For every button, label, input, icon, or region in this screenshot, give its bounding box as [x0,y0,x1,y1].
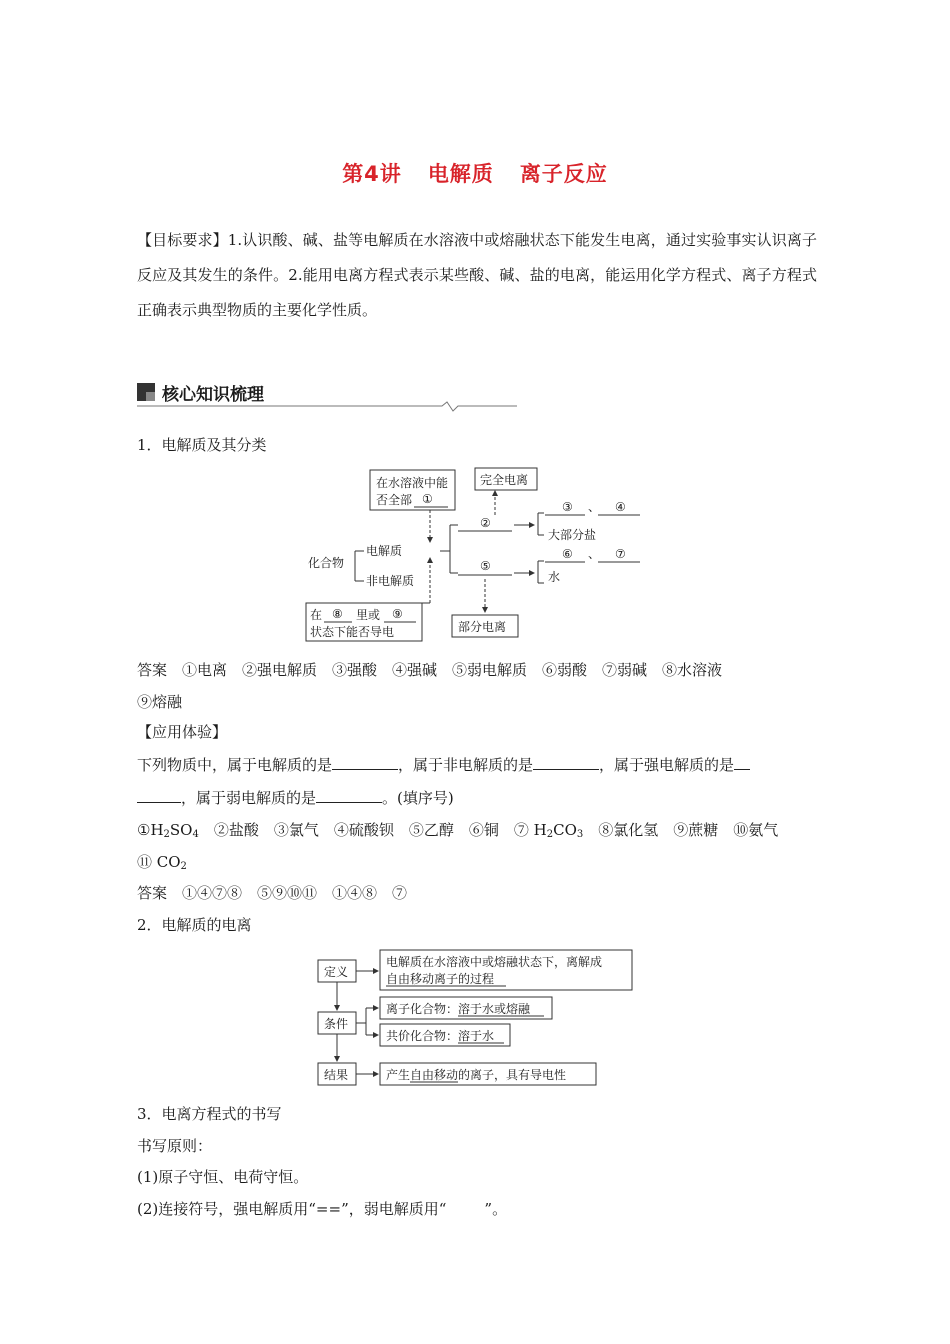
blank-9: ⑨ [392,607,403,621]
water-label: 水 [548,570,561,584]
partial-ionization-label: 部分电离 [458,620,507,634]
definition-text-line2: 自由移动离子的过程 [386,972,495,986]
strong-electrolyte-symbol: == [315,1200,342,1218]
svg-text:共价化合物：溶于水: 共价化合物：溶于水 [386,1029,495,1043]
blank-2: ② [480,516,491,530]
s3-principle: 书写原则： [137,1137,213,1155]
blank-5: ⑤ [480,559,491,573]
blank-3: ③ [562,500,573,514]
s1-heading: 1．电解质及其分类 [137,436,267,454]
s1-answer-line2: ⑨熔融 [137,693,183,711]
definition-label: 定义 [324,965,349,979]
s2-heading: 2．电解质的电离 [137,916,252,934]
svg-text:离子化合物：溶于水或熔融: 离子化合物：溶于水或熔融 [386,1002,531,1016]
nonelectrolyte-label: 非电解质 [366,574,415,588]
top-box-line1: 在水溶液中能 [376,476,449,490]
blank-6: ⑥ [562,547,573,561]
page-title: 第4讲 电解质 离子反应 [342,162,608,186]
practice-heading: 【应用体验】 [137,723,228,741]
practice-answer: 答案 ①④⑦⑧ ⑤⑨⑩⑪ ①④⑧ ⑦ [137,884,408,902]
ionization-diagram [312,945,642,1090]
objectives-text: 1.认识酸、碱、盐等电解质在水溶液中或熔融状态下能发生电离，通过实验事实认识离子反应及其发生的条件。2.能用电离方程式表示某些酸、碱、盐的电离，能运用化学方程式、离子方程式正确表示典型物质的主要化学性质。 [137,231,817,319]
s3-rule1: (1)原子守恒、电荷守恒。 [137,1168,309,1186]
svg-text:产生自由移动的离子，具有导电性: 产生自由移动的离子，具有导电性 [386,1068,567,1082]
electrolyte-label: 电解质 [366,544,403,558]
svg-text:、: 、 [588,547,601,561]
objectives-paragraph [137,223,817,328]
svg-text:状态下能否导电: 状态下能否导电 [310,625,395,639]
section-square-icon [137,383,155,401]
section-header: 核心知识梳理 [162,385,264,405]
big-salt-label: 大部分盐 [548,528,597,542]
section-divider [137,400,519,414]
objectives-label: 【目标要求】 [137,231,228,249]
definition-text-line1: 电解质在水溶液中或熔融状态下，离解成 [386,955,603,969]
blank-4: ④ [615,500,626,514]
practice-question-line2: ，属于弱电解质的是 。(填序号) [137,787,454,808]
s1-answer-line1: 答案 ①电离 ②强电解质 ③强酸 ④强碱 ⑤弱电解质 ⑥弱酸 ⑦弱碱 ⑧水溶液 [137,661,723,679]
s3-heading: 3．电离方程式的书写 [137,1105,282,1123]
practice-items-line1: $①H_2SO_4$ ②盐酸 ③氯气 ④硫酸钡 ⑤乙醇 ⑥铜 ⑦ $H_2CO_3$ ⑧氯化氢 ⑨蔗糖 ⑩氨气 [137,821,779,840]
s3-rule2: (2)连接符号，强电解质用“==”，弱电解质用“ ”。 [137,1200,508,1218]
practice-items-line2: ⑪ $CO_2$ [137,853,187,872]
top-box-line2: 否全部 [376,493,413,507]
answer-blank [137,787,181,803]
blank-7: ⑦ [615,547,626,561]
compound-label: 化合物 [308,556,345,570]
answer-blank [316,787,382,803]
answer-blank [533,754,599,770]
svg-text:里或: 里或 [356,608,381,622]
answer-blank [734,754,750,770]
svg-text:、: 、 [588,500,601,514]
answer-blank [332,754,398,770]
electrolyte-classification-diagram [300,465,660,645]
svg-text:在: 在 [310,608,323,622]
result-label: 结果 [324,1068,349,1082]
blank-8: ⑧ [332,607,343,621]
full-ionization-label: 完全电离 [480,473,529,487]
blank-1: ① [422,492,433,506]
practice-question-line1: 下列物质中，属于电解质的是 ，属于非电解质的是 ，属于强电解质的是 [137,754,750,775]
condition-label: 条件 [324,1017,349,1031]
